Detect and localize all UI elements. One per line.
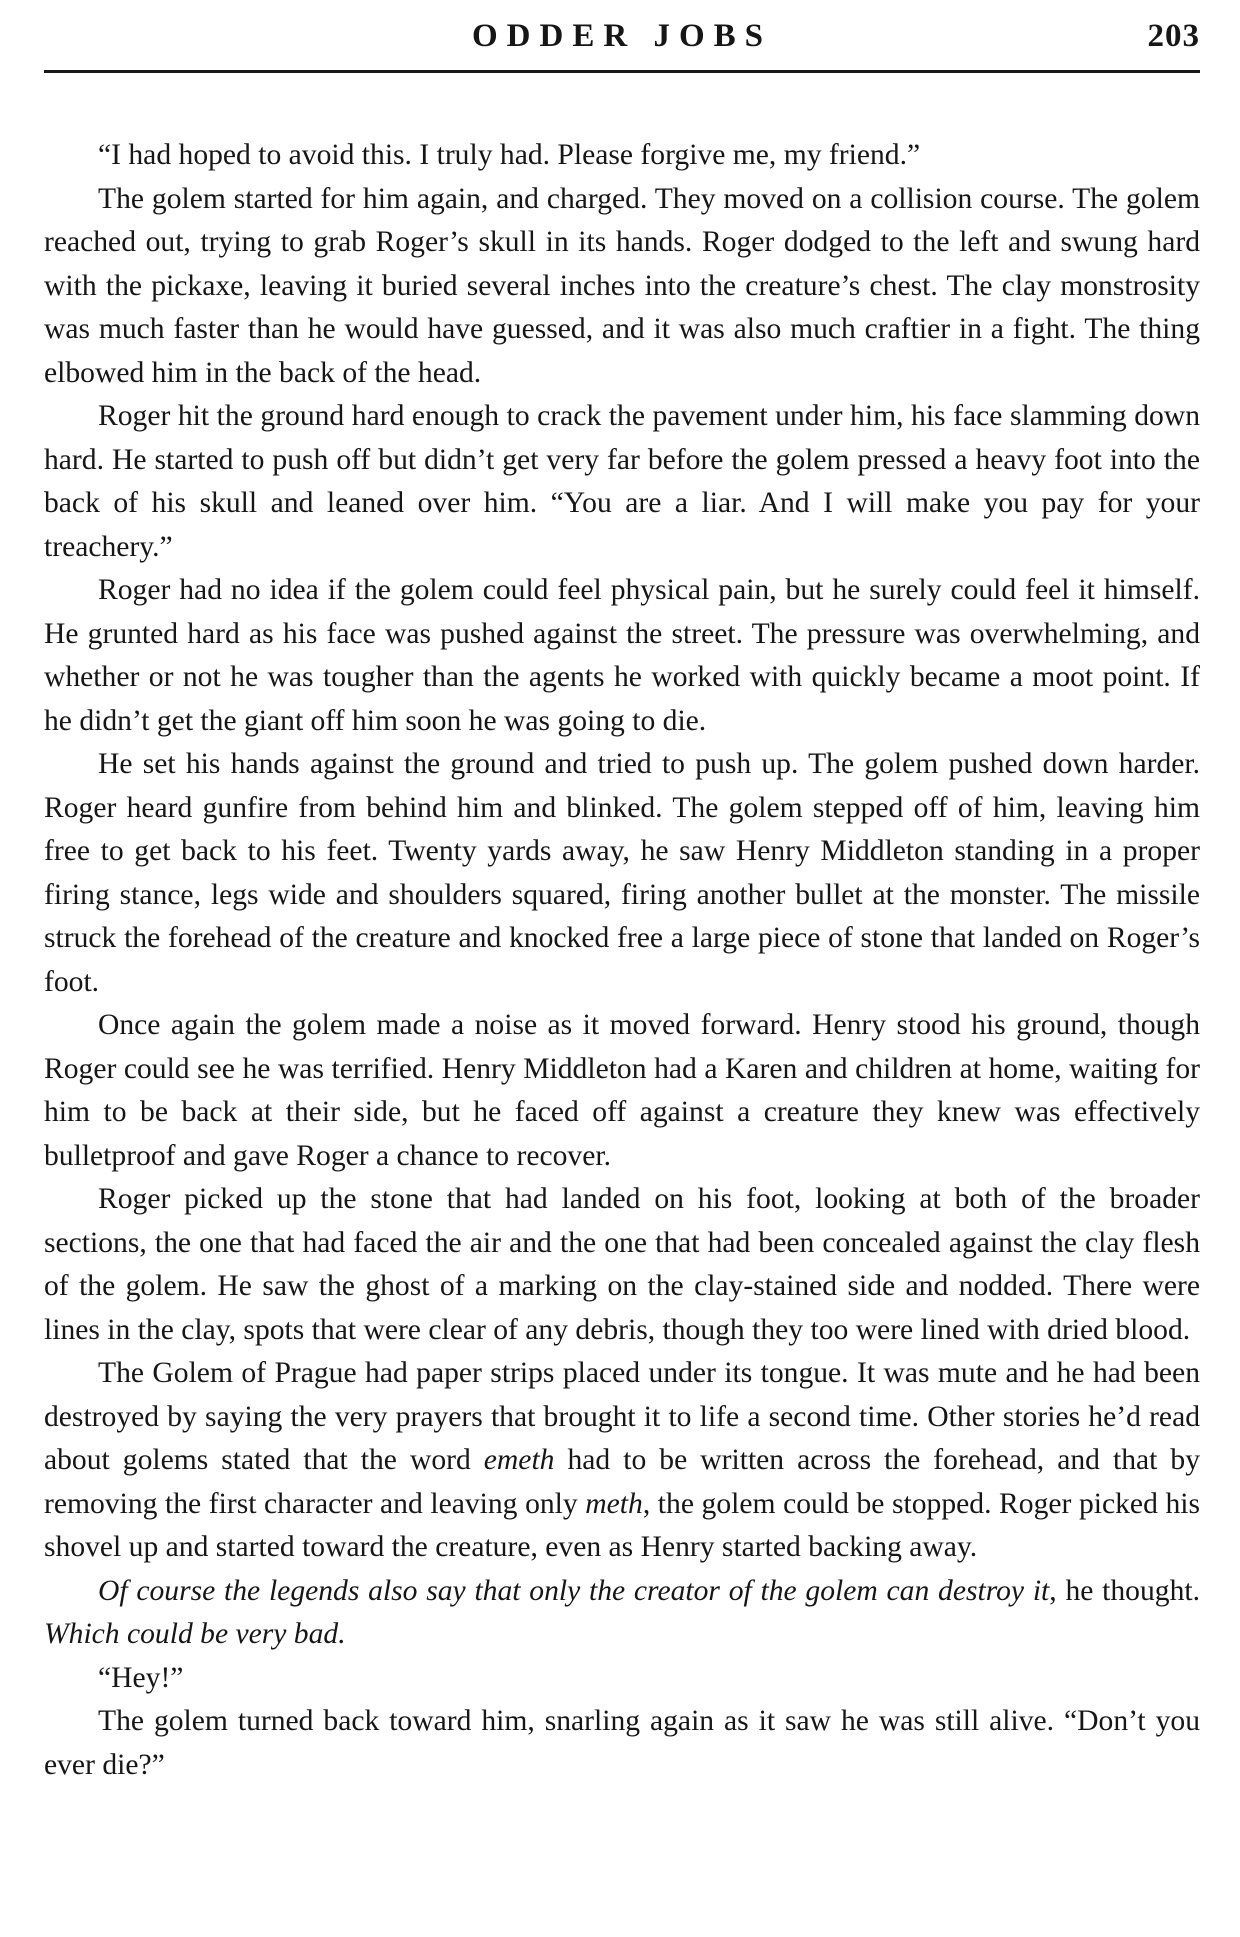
- italic-word-meth: meth: [585, 1487, 643, 1520]
- running-header: [44, 14, 1200, 73]
- paragraph: [44, 134, 1200, 178]
- page-number: 203: [1147, 18, 1200, 54]
- paragraph: [44, 569, 1200, 743]
- paragraph-text: Roger hit the ground hard enough to crack the pavement under him, his face slamming down hard. He started to push off but didn’t get very far before the golem pressed a heavy foot into the back of his skull and leaned over him. “You are a liar. And I will make you pay for your treachery.”: [44, 400, 1200, 563]
- paragraph: [44, 1570, 1200, 1657]
- paragraph-text: He set his hands against the ground and tried to push up. The golem pushed down harder. Roger heard gunfire from behind him and blinked. The golem stepped off of him, leaving him free to get back to his feet. Twenty yards away, he saw Henry Middleton standing in a proper firing stance, legs wide and shoulders squared, firing another bullet at the monster. The missile struck the forehead of the creature and knocked free a large piece of stone that landed on Roger’s foot.: [44, 748, 1200, 998]
- paragraph: [44, 1352, 1200, 1570]
- paragraph: [44, 1700, 1200, 1787]
- paragraph: [44, 1657, 1200, 1701]
- italic-word-emeth: emeth: [483, 1444, 555, 1476]
- paragraph-text: Once again the golem made a noise as it moved forward. Henry stood his ground, though Roger could see he was terrified. Henry Middleton had a Karen and children at home, waiting for him to be back at their side, but he faced off against a creature they knew was effectively bulletproof and gave Roger a chance to recover.: [44, 1009, 1200, 1172]
- paragraph-text: “I had hoped to avoid this. I truly had. Please forgive me, my friend.”: [98, 139, 921, 171]
- paragraph-text: had to be written across the forehead, and that by removing the first character and leaving only: [44, 1444, 1200, 1520]
- paragraph-text: , he thought.: [1049, 1574, 1200, 1607]
- italic-thought: Which could be very bad.: [44, 1618, 346, 1650]
- paragraph-text: Roger picked up the stone that had landed on his foot, looking at both of the broader sections, the one that had faced the air and the one that had been concealed against the clay flesh of the golem. He saw the ghost of a marking on the clay-stained side and nodded. There were lines in the clay, spots that were clear of any debris, though they too were lined with dried blood.: [44, 1183, 1200, 1346]
- paragraph-text: Roger had no idea if the golem could feel physical pain, but he surely could feel it himself. He grunted hard as his face was pushed against the street. The pressure was overwhelming, and whether or not he was tougher than the agents he worked with quickly became a moot point. If he didn’t get the giant off him soon he was going to die.: [44, 574, 1200, 737]
- paragraph-text: The Golem of Prague had paper strips placed under its tongue. It was mute and he had been destroyed by saying the very prayers that brought it to life a second time. Other stories he’d read about golems stated that the word: [44, 1357, 1200, 1476]
- paragraph-text: , the golem could be stopped. Roger picked his shovel up and started toward the creature, even as Henry started backing away.: [44, 1487, 1200, 1563]
- italic-thought: Of course the legends also say that only the creator of the golem can destroy it: [98, 1574, 1050, 1607]
- paragraph: [44, 743, 1200, 1004]
- running-head-title: ODDER JOBS: [472, 18, 772, 54]
- paragraph-text: The golem turned back toward him, snarling again as it saw he was still alive. “Don’t you ever die?”: [44, 1705, 1200, 1781]
- paragraph: [44, 1004, 1200, 1178]
- paragraph-text: “Hey!”: [98, 1661, 184, 1694]
- paragraph: [44, 395, 1200, 569]
- paragraph: [44, 178, 1200, 396]
- body-text: [44, 134, 1200, 1787]
- paragraph-text: The golem started for him again, and charged. They moved on a collision course. The golem reached out, trying to grab Roger’s skull in its hands. Roger dodged to the left and swung hard with the pickaxe, leaving it buried several inches into the creature’s chest. The clay monstrosity was much faster than he would have guessed, and it was also much craftier in a fight. The thing elbowed him in the back of the head.: [44, 182, 1200, 389]
- paragraph: [44, 1178, 1200, 1352]
